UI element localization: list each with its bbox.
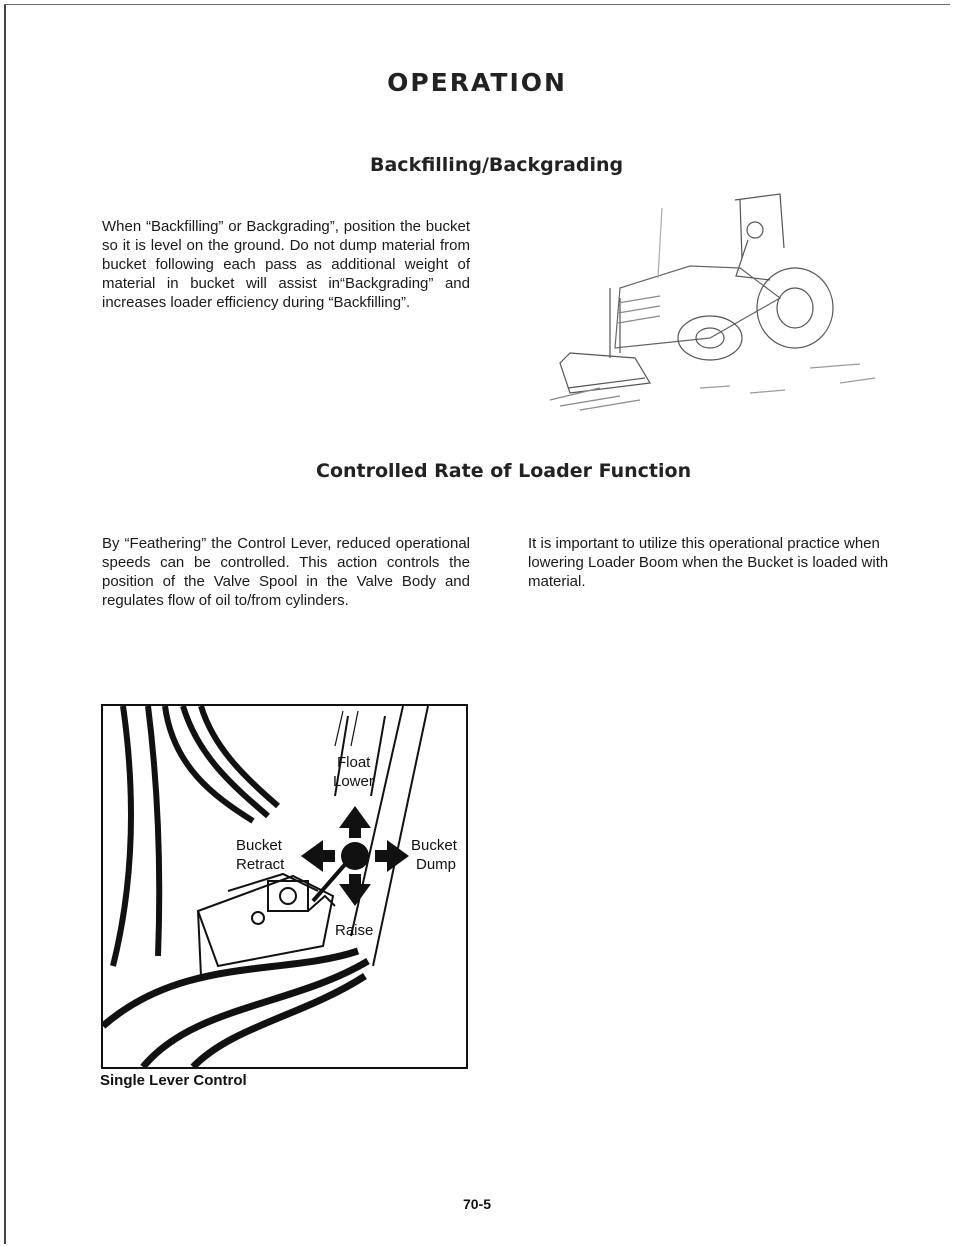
figure-caption: Single Lever Control — [100, 1072, 247, 1089]
label-float: Float — [337, 754, 371, 771]
arrow-right-icon — [375, 840, 409, 872]
controlled-rate-paragraph-right: It is important to utilize this operational practice when lowering Loader Boom when the Bucket is loaded with material. — [528, 535, 889, 590]
single-lever-control-figure — [101, 704, 468, 1069]
section-heading-controlled-rate: Controlled Rate of Loader Function — [316, 460, 692, 482]
label-dump: Dump — [416, 856, 457, 873]
label-raise: Raise — [335, 922, 374, 939]
page-border-top — [4, 4, 950, 5]
backfilling-paragraph: When “Backfilling” or Backgrading”, position the bucket so it is level on the ground. Do not dump material from bucket following each pass as additional weight of material in bucket will assist in“Backgrading” and increases loader efficiency during “Backfilling”. — [102, 218, 470, 311]
label-bucket-dump-1: Bucket — [411, 837, 457, 854]
page-border-left — [4, 4, 6, 1244]
arrow-left-icon — [301, 840, 335, 872]
controlled-rate-paragraph-left: By “Feathering” the Control Lever, reduced operational speeds can be controlled. This action controls the position of the Valve Spool in the Valve Body and regulates flow of oil to/from cylinders. — [102, 535, 470, 609]
label-retract: Retract — [236, 856, 285, 873]
arrow-up-icon — [339, 806, 371, 838]
lever-knob — [341, 842, 369, 870]
arrow-down-icon — [339, 874, 371, 906]
section-heading-backfilling: Backfilling/Backgrading — [370, 154, 624, 176]
page-title: OPERATION — [387, 68, 567, 97]
lever-control-drawing — [103, 706, 466, 1067]
page-number: 70-5 — [462, 1196, 492, 1212]
label-lower: Lower — [333, 773, 374, 790]
tractor-loader-illustration — [540, 188, 885, 414]
label-bucket-retract-1: Bucket — [236, 837, 282, 854]
